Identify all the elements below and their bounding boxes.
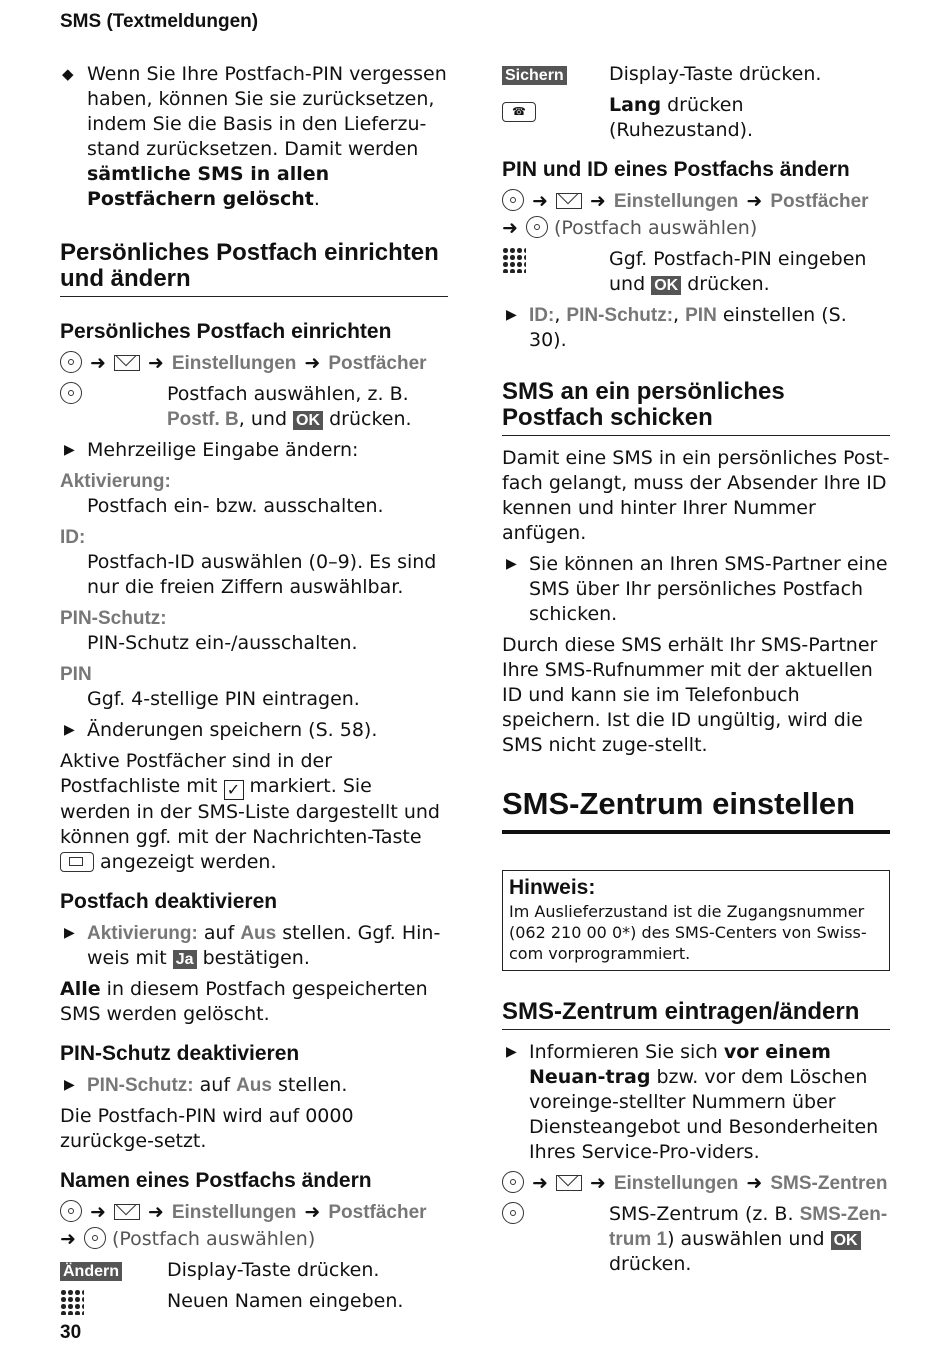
- step-text: drücken.: [323, 408, 412, 430]
- arrow-icon: ➜: [532, 190, 548, 212]
- step-long-press: [502, 93, 890, 143]
- center-name: SMS-Zen-trum 1: [609, 1204, 888, 1250]
- option-pin: PIN: [685, 305, 717, 326]
- control-key-icon: [502, 1202, 524, 1224]
- option-aus: Aus: [240, 923, 277, 944]
- menu-path: [502, 1171, 890, 1196]
- message-key-icon: [60, 852, 94, 872]
- hint-title: Hinweis:: [509, 876, 596, 899]
- step-text: ) auswählen und: [667, 1228, 831, 1250]
- active-mailboxes-paragraph: [60, 749, 448, 875]
- menu-item-postfaecher: Postfächer: [328, 353, 427, 374]
- step-text: auf: [193, 1074, 237, 1096]
- paragraph-text: angezeigt werden.: [94, 851, 277, 873]
- intro-text: Wenn Sie Ihre Postfach-PIN vergessen haben, können Sie sie zurücksetzen, indem Sie die Basis in den Lieferzu-stand zurücksetzen. Damit werden: [87, 63, 447, 160]
- step-deactivate: [60, 921, 448, 971]
- step-text: Informieren Sie sich: [529, 1041, 724, 1063]
- section-heading-postfach: Persönliches Postfach einrichten und ändern: [60, 240, 448, 297]
- arrow-icon: ➜: [746, 1172, 763, 1194]
- note-bold: Alle: [60, 978, 101, 1000]
- arrow-icon: ➜: [60, 1228, 76, 1250]
- menu-item-einstellungen: Einstellungen: [171, 1202, 297, 1223]
- control-key-icon: [526, 216, 548, 238]
- menu-item-postfaecher: Postfächer: [770, 191, 869, 212]
- control-key-icon: [60, 382, 82, 404]
- option-pin-schutz: PIN-Schutz:: [566, 305, 674, 326]
- step-text: einstellen (S. 30).: [529, 304, 847, 351]
- diamond-bullet-icon: ◆: [62, 65, 74, 83]
- envelope-icon: [114, 355, 140, 371]
- step-text: Ggf. Postfach-PIN eingeben und: [609, 248, 867, 295]
- menu-item-einstellungen: Einstellungen: [613, 1173, 739, 1194]
- select-hint: (Postfach auswählen): [553, 217, 758, 239]
- running-head: SMS (Textmeldungen): [60, 11, 259, 32]
- step-text: auf: [197, 922, 241, 944]
- step-text: Änderungen speichern (S. 58).: [87, 719, 378, 741]
- triangle-bullet-icon: ▶: [64, 722, 75, 738]
- step-text: stellen. Ggf. Hin-weis mit: [87, 922, 441, 969]
- subheading-deaktivieren: Postfach deaktivieren: [60, 890, 278, 913]
- step-text: bestätigen.: [196, 947, 310, 969]
- ok-softkey: OK: [293, 411, 323, 430]
- checkmark-icon: ✓: [224, 780, 244, 800]
- section-heading-sms-schicken: SMS an ein persönliches Postfach schicken: [502, 379, 890, 436]
- field-label-pin: PIN: [60, 664, 92, 685]
- control-key-icon: [502, 1171, 524, 1193]
- select-hint: (Postfach auswählen): [111, 1228, 316, 1250]
- hint-box: [502, 870, 890, 971]
- step-text: ,: [554, 304, 567, 326]
- step-text: Display-Taste drücken.: [609, 63, 822, 85]
- step-text: bzw. vor dem Löschen voreinge-stellter Nummern über Diensteangebot und Besonderheiten Ihres Service-Pro-viders.: [529, 1066, 879, 1163]
- left-column: [60, 62, 448, 1324]
- step-text: SMS-Zentrum (z. B.: [609, 1203, 800, 1225]
- paragraph-id: Damit eine SMS in ein persönliches Post-fach gelangt, muss der Absender Ihre ID kennen und hinter Ihrer Nummer anfügen.: [502, 447, 890, 544]
- step-bold: vor einem Neuan-trag: [529, 1041, 831, 1088]
- step-text: drücken (Ruhezustand).: [609, 94, 754, 141]
- control-key-icon: [84, 1227, 106, 1249]
- field-desc-pin-schutz: PIN-Schutz ein-/ausschalten.: [87, 632, 358, 654]
- field-label-aktivierung: Aktivierung:: [60, 471, 171, 492]
- intro-bullet: [60, 62, 448, 212]
- section-heading-zentrum-eintragen: SMS-Zentrum eintragen/ändern: [502, 999, 890, 1030]
- end-call-key-icon: ☎: [502, 102, 536, 122]
- arrow-icon: ➜: [502, 217, 518, 239]
- step-select-center: [502, 1202, 890, 1277]
- control-key-icon: [60, 1200, 82, 1222]
- step-text: drücken.: [609, 1253, 692, 1275]
- pin-reset-note: Die Postfach-PIN wird auf 0000 zurückge-setzt.: [60, 1105, 354, 1152]
- option-aktivierung: Aktivierung:: [87, 923, 198, 944]
- deactivate-note: [60, 977, 448, 1027]
- step-send-sms: [502, 552, 890, 627]
- arrow-icon: ➜: [90, 1201, 106, 1223]
- step-text: , und: [238, 408, 294, 430]
- aendern-softkey: Ändern: [60, 1262, 122, 1281]
- step-enter-name: [60, 1289, 448, 1318]
- step-select-mailbox: [60, 382, 448, 432]
- step-edit: [60, 438, 448, 463]
- intro-bold: sämtliche SMS in allen Postfächern gelöscht: [87, 163, 330, 210]
- arrow-icon: ➜: [90, 352, 106, 374]
- field-label-pin-schutz: PIN-Schutz:: [60, 608, 167, 629]
- subheading-pin-id-aendern: PIN und ID eines Postfachs ändern: [502, 158, 850, 181]
- menu-item-einstellungen: Einstellungen: [171, 353, 297, 374]
- intro-end: .: [313, 188, 320, 210]
- arrow-icon: ➜: [589, 190, 606, 212]
- keypad-icon: [502, 247, 526, 273]
- subheading-namen-aendern: Namen eines Postfachs ändern: [60, 1169, 372, 1192]
- right-column: [502, 62, 890, 1283]
- sichern-softkey: Sichern: [502, 66, 567, 85]
- menu-path: [60, 351, 448, 376]
- ok-softkey: OK: [831, 1231, 861, 1250]
- subheading-einrichten: Persönliches Postfach einrichten: [60, 320, 392, 343]
- step-text: Sie können an Ihren SMS-Partner eine SMS über Ihr persönliches Postfach schicken.: [529, 553, 888, 625]
- control-key-icon: [60, 351, 82, 373]
- field-desc-pin: Ggf. 4-stellige PIN eintragen.: [87, 688, 360, 710]
- triangle-bullet-icon: ▶: [64, 1077, 75, 1093]
- step-text: Postfach auswählen, z. B.: [167, 383, 409, 405]
- step-enter-pin: [502, 247, 890, 297]
- arrow-icon: ➜: [147, 1201, 164, 1223]
- arrow-icon: ➜: [746, 190, 763, 212]
- menu-item-sms-zentren: SMS-Zentren: [770, 1173, 888, 1194]
- step-text: Display-Taste drücken.: [167, 1259, 380, 1281]
- triangle-bullet-icon: ▶: [506, 1044, 517, 1060]
- option-pin-schutz: PIN-Schutz:: [87, 1075, 194, 1096]
- control-key-icon: [502, 189, 524, 211]
- paragraph-text: Aktive Postfächer sind in der Postfachliste mit: [60, 750, 333, 797]
- step-set-id-pin: [502, 303, 890, 353]
- note-text: in diesem Postfach gespeicherten SMS werden gelöscht.: [60, 978, 428, 1025]
- menu-path-continued: [502, 216, 890, 241]
- step-inform: [502, 1040, 890, 1165]
- chapter-heading-sms-zentrum: SMS-Zentrum einstellen: [502, 786, 890, 834]
- menu-path: [502, 189, 890, 214]
- step-softkey-sichern: [502, 62, 890, 87]
- step-text: Neuen Namen eingeben.: [167, 1290, 404, 1312]
- arrow-icon: ➜: [304, 352, 321, 374]
- ok-softkey: OK: [651, 276, 681, 295]
- menu-path-continued: [60, 1227, 448, 1252]
- step-text: Mehrzeilige Eingabe ändern:: [87, 439, 359, 461]
- arrow-icon: ➜: [147, 352, 164, 374]
- triangle-bullet-icon: ▶: [506, 307, 517, 323]
- field-desc-aktivierung: Postfach ein- bzw. ausschalten.: [87, 495, 384, 517]
- triangle-bullet-icon: ▶: [64, 442, 75, 458]
- envelope-icon: [556, 1175, 582, 1191]
- menu-item-einstellungen: Einstellungen: [613, 191, 739, 212]
- option-id: ID:: [529, 305, 555, 326]
- paragraph-text: markiert. Sie werden in der SMS-Liste dargestellt und können ggf. mit der Nachrichten-Taste: [60, 775, 440, 848]
- triangle-bullet-icon: ▶: [64, 925, 75, 941]
- envelope-icon: [114, 1204, 140, 1220]
- step-bold: Lang: [609, 94, 662, 116]
- option-aus: Aus: [236, 1075, 272, 1096]
- field-label-id: ID:: [60, 527, 86, 548]
- page-number: 30: [60, 1322, 82, 1343]
- arrow-icon: ➜: [304, 1201, 321, 1223]
- ja-softkey: Ja: [173, 950, 197, 969]
- subheading-pin-schutz-deaktivieren: PIN-Schutz deaktivieren: [60, 1042, 300, 1065]
- menu-item-postfaecher: Postfächer: [328, 1202, 427, 1223]
- hint-body: Im Auslieferzustand ist die Zugangsnummer (062 210 00 0*) des SMS-Centers von Swiss-com vorprogrammiert.: [509, 902, 867, 963]
- step-text: drücken.: [681, 273, 770, 295]
- step-pin-off: [60, 1073, 448, 1098]
- envelope-icon: [556, 193, 582, 209]
- menu-path: [60, 1200, 448, 1225]
- step-save: [60, 718, 448, 743]
- mailbox-name: Postf. B: [167, 409, 239, 430]
- step-text: ,: [673, 304, 686, 326]
- arrow-icon: ➜: [589, 1172, 606, 1194]
- arrow-icon: ➜: [532, 1172, 548, 1194]
- keypad-icon: [60, 1289, 84, 1315]
- triangle-bullet-icon: ▶: [506, 556, 517, 572]
- field-desc-id: Postfach-ID auswählen (0–9). Es sind nur die freien Ziffern auswählbar.: [87, 551, 437, 598]
- paragraph-partner: Durch diese SMS erhält Ihr SMS-Partner Ihre SMS-Rufnummer mit der aktuellen ID und kann sie im Telefonbuch speichern. Ist die ID ungültig, wird die SMS nicht zuge-stellt.: [502, 634, 878, 756]
- step-softkey-aendern: [60, 1258, 448, 1283]
- step-text: stellen.: [271, 1074, 348, 1096]
